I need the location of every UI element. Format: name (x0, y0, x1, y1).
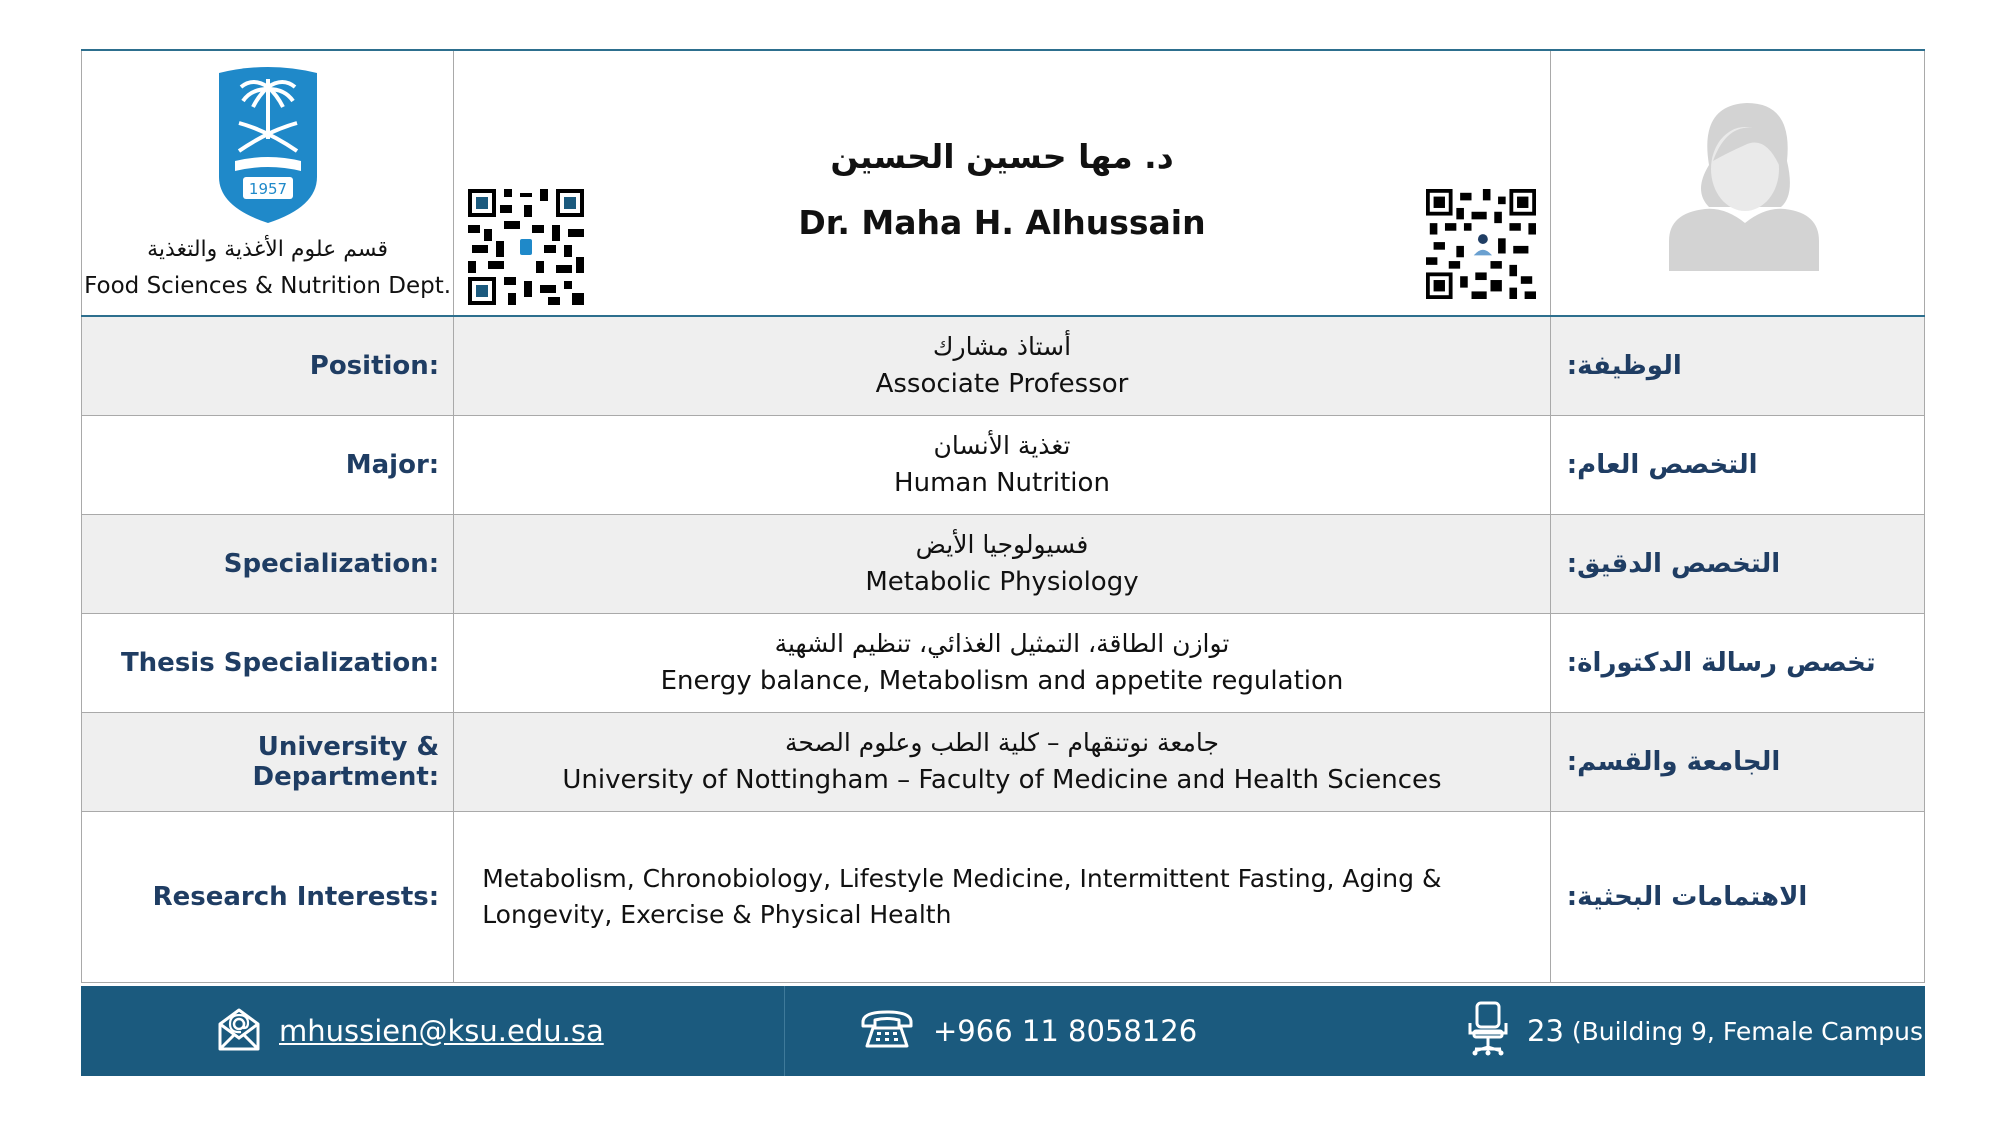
label-ar: التخصص العام: (1550, 416, 1924, 515)
value-cell (454, 316, 1551, 416)
value-en: Metabolic Physiology (865, 567, 1139, 597)
label-ar: تخصص رسالة الدكتوراة: (1550, 614, 1924, 713)
label-en: Thesis Specialization: (82, 614, 454, 713)
table-row (82, 614, 1925, 713)
value-en: Associate Professor (875, 369, 1129, 399)
office-contact (1467, 986, 1933, 1076)
email-icon (217, 1006, 261, 1056)
label-ar: الوظيفة: (1550, 316, 1924, 416)
label-ar: التخصص الدقيق: (1550, 515, 1924, 614)
table-row (82, 316, 1925, 416)
department-cell (82, 51, 454, 316)
name-cell (454, 51, 1551, 316)
value-ar: جامعة نوتنقهام – كلية الطب وعلوم الصحة (785, 728, 1219, 757)
value-ar: تغذية الأنسان (933, 431, 1071, 460)
svg-text:1957: 1957 (248, 180, 287, 198)
table-row (82, 812, 1925, 983)
phone-number[interactable]: +966 11 8058126 (933, 1014, 1198, 1048)
header-row (82, 51, 1925, 316)
female-avatar-icon (1669, 95, 1819, 271)
contact-footer (81, 986, 1933, 1076)
value-ar: توازن الطاقة، التمثيل الغذائي، تنظيم الشهية (774, 629, 1230, 658)
qr-code-icon[interactable] (1426, 189, 1536, 299)
email-link[interactable]: mhussien@ksu.edu.sa (279, 1014, 604, 1048)
table-row (82, 713, 1925, 812)
value-en: Metabolism, Chronobiology, Lifestyle Medicine, Intermittent Fasting, Aging & Longevity, Exercise & Physical Health (482, 864, 1442, 929)
profile-table (81, 51, 1925, 983)
value-cell (454, 515, 1551, 614)
label-en: Specialization: (82, 515, 454, 614)
name-en: Dr. Maha H. Alhussain (798, 203, 1206, 242)
label-ar: الاهتمامات البحثية: (1550, 812, 1924, 983)
name-ar: د. مها حسين الحسين (830, 137, 1174, 176)
department-name-ar: قسم علوم الأغذية والتغذية (147, 237, 389, 262)
office-chair-icon (1467, 1001, 1509, 1061)
phone-contact[interactable] (859, 986, 1197, 1076)
value-en: University of Nottingham – Faculty of Medicine and Health Sciences (562, 765, 1442, 795)
value-cell (454, 812, 1551, 983)
profile-card (81, 49, 1933, 1076)
value-en: Energy balance, Metabolism and appetite regulation (660, 666, 1344, 696)
value-en: Human Nutrition (894, 468, 1110, 498)
label-en: University & Department: (82, 713, 454, 812)
office-number: 23 (1527, 1014, 1564, 1048)
value-ar: فسيولوجيا الأيض (915, 530, 1089, 559)
value-cell (454, 713, 1551, 812)
university-logo (213, 65, 323, 225)
office-detail: (Building 9, Female Campus) (1571, 1016, 1933, 1046)
label-en: Position: (82, 316, 454, 416)
label-en: Research Interests: (82, 812, 454, 983)
email-contact[interactable] (217, 986, 604, 1076)
label-ar: الجامعة والقسم: (1550, 713, 1924, 812)
footer-divider (784, 986, 785, 1076)
phone-icon (859, 1008, 915, 1054)
value-cell (454, 614, 1551, 713)
label-en: Major: (82, 416, 454, 515)
table-row (82, 416, 1925, 515)
department-name-en: Food Sciences & Nutrition Dept. (84, 273, 452, 299)
photo-cell (1550, 51, 1924, 316)
value-cell (454, 416, 1551, 515)
value-ar: أستاذ مشارك (932, 332, 1072, 361)
table-row (82, 515, 1925, 614)
